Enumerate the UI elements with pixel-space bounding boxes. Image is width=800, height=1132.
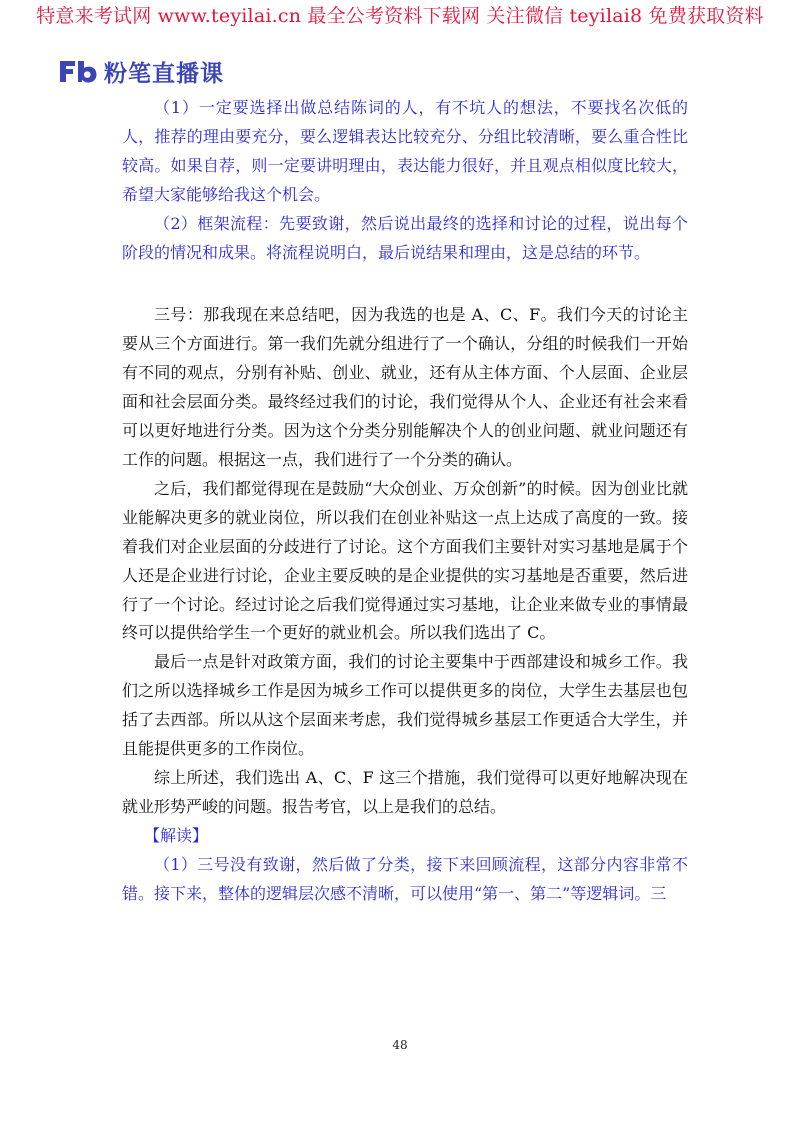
fb-logo-icon bbox=[58, 57, 98, 85]
summary-paragraph-4: 综上所述，我们选出 A、C、F 这三个措施，我们觉得可以更好地解决现在就业形势严峻的问题。报告考官，以上是我们的总结。 bbox=[122, 767, 688, 816]
logo-text: 粉笔直播课 bbox=[104, 60, 224, 87]
interpretation-heading: 【解读】 bbox=[144, 825, 209, 845]
tip-paragraph-2: （2）框架流程：先要致谢，然后说出最终的选择和讨论的过程，说出每个阶段的情况和成果。将流程说明白，最后说结果和理由，这是总结的环节。 bbox=[122, 213, 688, 262]
watermark-banner: 特意来考试网 www.teyilai.cn 最全公考资料下载网 关注微信 teyilai8 免费获取资料 bbox=[36, 5, 764, 27]
summary-paragraph-3: 最后一点是针对政策方面，我们的讨论主要集中于西部建设和城乡工作。我们之所以选择城乡工作是因为城乡工作可以提供更多的岗位，大学生去基层也包括了去西部。所以从这个层面来考虑，我们觉得城乡基层工作更适合大学生，并且能提供更多的工作岗位。 bbox=[122, 652, 688, 759]
section-gap bbox=[122, 267, 688, 301]
interpretation-paragraph: （1）三号没有致谢，然后做了分类，接下来回顾流程，这部分内容非常不错。接下来，整体的逻辑层次感不清晰，可以使用“第一、第二”等逻辑词。三 bbox=[122, 854, 688, 903]
page-number: 48 bbox=[392, 1038, 408, 1052]
logo bbox=[58, 55, 224, 87]
tip-paragraph-1: （1）一定要选择出做总结陈词的人，有不坑人的想法，不要找名次低的人，推荐的理由要充分，要么逻辑表达比较充分、分组比较清晰，要么重合性比较高。如果自荐，则一定要讲明理由，表达能力很好，并且观点相似度比较大，希望大家能够给我这个机会。 bbox=[122, 98, 688, 204]
summary-paragraph-2: 之后，我们都觉得现在是鼓励“大众创业、万众创新”的时候。因为创业比就业能解决更多的就业岗位，所以我们在创业补贴这一点上达成了高度的一致。接着我们对企业层面的分歧进行了讨论。这个方面我们主要针对实习基地是属于个人还是企业进行讨论，企业主要反映的是企业提供的实习基地是否重要，然后进行了一个讨论。经过讨论之后我们觉得通过实习基地，让企业来做专业的事情最终可以提供给学生一个更好的就业机会。所以我们选出了 C。 bbox=[122, 478, 688, 643]
document-body bbox=[122, 94, 688, 908]
summary-paragraph-1: 三号：那我现在来总结吧，因为我选的也是 A、C、F。我们今天的讨论主要从三个方面进行。第一我们先就分组进行了一个确认，分组的时候我们一开始有不同的观点，分别有补贴、创业、就业，还有从主体方面、个人层面、企业层面和社会层面分类。最终经过我们的讨论，我们觉得从个人、企业还有社会来看可以更好地进行分类。因为这个分类分别能解决个人的创业问题、就业问题还有工作的问题。根据这一点，我们进行了一个分类的确认。 bbox=[122, 305, 688, 469]
